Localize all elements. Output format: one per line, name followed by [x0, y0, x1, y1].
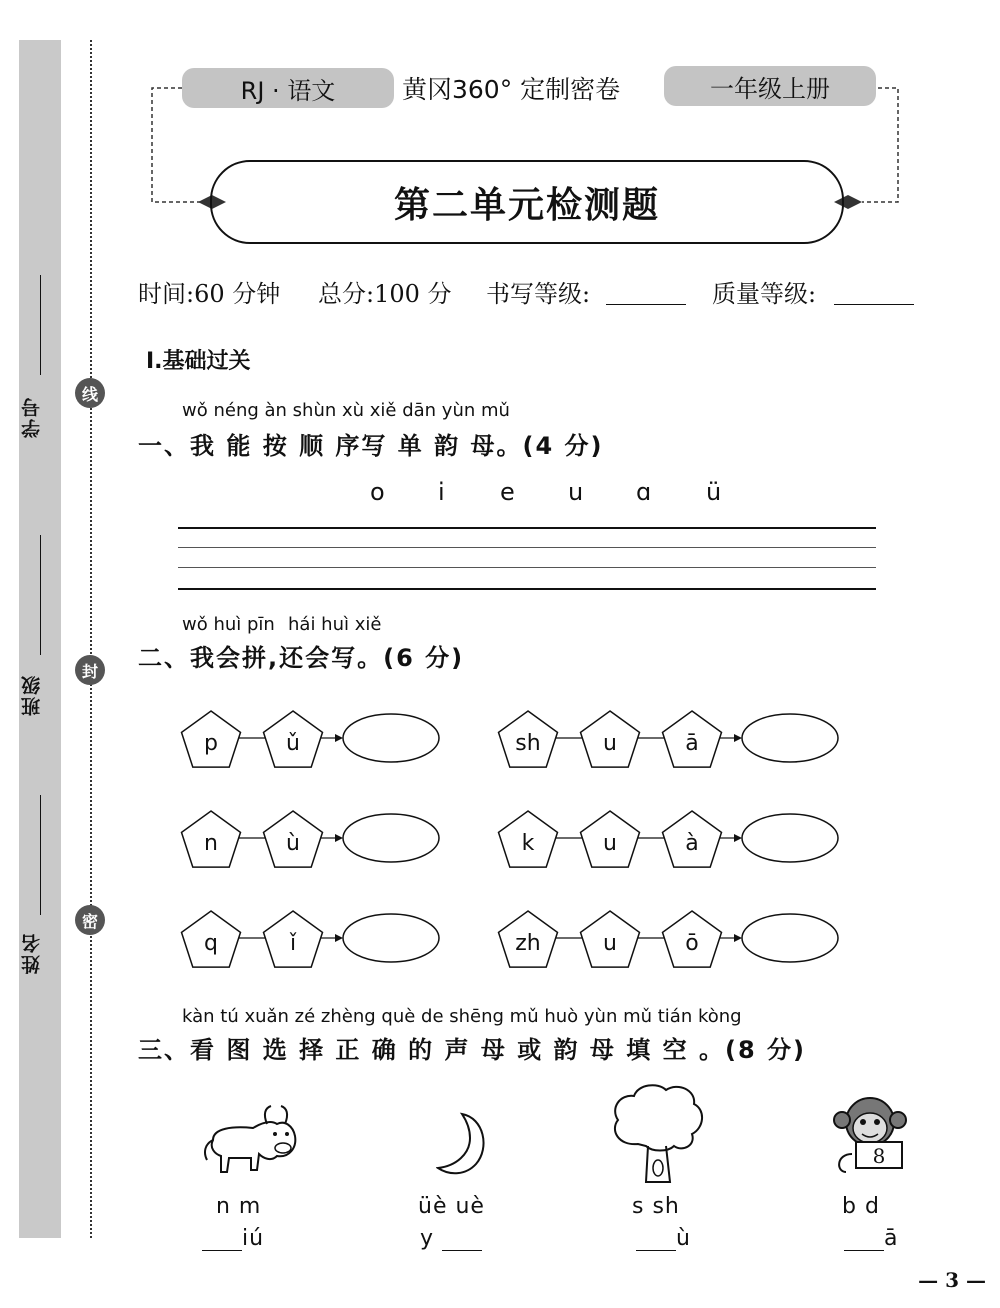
writing-line [178, 547, 876, 548]
ox-final: iú [242, 1226, 265, 1251]
pinyin-letter: zh [515, 931, 541, 956]
answer-oval [742, 714, 838, 762]
pinyin-letter: ǐ [289, 931, 297, 956]
tree-picture [608, 1082, 708, 1186]
quality-grade-label: 质量等级: [712, 280, 817, 308]
vowel-u: u [568, 478, 584, 506]
syllable-chains [0, 690, 1000, 980]
time-info: 时间:60 分钟 [138, 280, 281, 308]
answer-oval [343, 714, 439, 762]
q3-text: 三、看 图 选 择 正 确 的 声 母 或 韵 母 填 空 。(8 分) [138, 1036, 806, 1064]
writing-grade-blank[interactable] [606, 304, 686, 305]
moon-options: üè uè [418, 1194, 485, 1219]
monkey-sign-number: 8 [872, 1144, 886, 1168]
answer-oval [343, 914, 439, 962]
ox-fill [202, 1226, 264, 1251]
name-label: 姓名 [21, 932, 43, 974]
series-title: 黄冈360° 定制密卷 [402, 75, 621, 104]
pinyin-letter: ù [286, 831, 300, 856]
q2-text: 二、我会拼,还会写。(6 分) [138, 644, 465, 672]
tree-fill [636, 1226, 691, 1251]
ox-blank[interactable] [202, 1228, 242, 1251]
pinyin-letter: n [204, 831, 218, 856]
vowel-e: e [500, 478, 515, 506]
pinyin-letter: q [204, 931, 218, 956]
tree-final: ù [676, 1226, 691, 1251]
ox-options: n m [216, 1194, 262, 1219]
arrow-head [335, 934, 343, 942]
arrow-head [734, 934, 742, 942]
q2-pinyin-2: hái huì xiě [288, 614, 382, 635]
seal-line-mark: 线 [75, 378, 105, 408]
pinyin-letter: sh [515, 731, 541, 756]
seal-secret-mark: 密 [75, 905, 105, 935]
vowel-a: ɑ [636, 478, 652, 506]
answer-oval [742, 914, 838, 962]
pinyin-letter: u [603, 831, 617, 856]
pinyin-letter: p [204, 731, 218, 756]
class-blank [40, 535, 41, 655]
moon-fill [420, 1226, 482, 1251]
answer-oval [343, 814, 439, 862]
pinyin-letter: ǔ [286, 731, 300, 756]
title-frame [210, 160, 844, 244]
monkey-options: b d [842, 1194, 880, 1219]
moon-picture [436, 1112, 490, 1178]
writing-line [178, 588, 876, 590]
writing-line [178, 567, 876, 568]
class-label: 班级 [21, 674, 43, 716]
page-title: 第二单元检测题 [393, 183, 660, 226]
arrow-head [335, 734, 343, 742]
subject-pill: RJ · 语文 [182, 68, 394, 108]
monkey-final: ā [884, 1226, 899, 1251]
seal-seal-mark: 封 [75, 655, 105, 685]
writing-line [178, 527, 876, 529]
q1-pinyin: wǒ néng àn shùn xù xiě dān yùn mǔ [182, 400, 510, 421]
moon-blank[interactable] [442, 1228, 482, 1251]
monkey-fill [844, 1226, 898, 1251]
vowel-u-umlaut: ü [706, 478, 722, 506]
section-heading: Ⅰ.基础过关 [146, 349, 251, 374]
pinyin-letter: à [685, 831, 699, 856]
student-id-blank [40, 275, 41, 375]
pinyin-letter: u [603, 931, 617, 956]
tree-options: s sh [632, 1194, 680, 1219]
monkey-blank[interactable] [844, 1228, 884, 1251]
pinyin-letter: k [521, 831, 535, 856]
monkey-picture [832, 1094, 912, 1178]
writing-grade-label: 书写等级: [486, 280, 591, 308]
total-score-info: 总分:100 分 [318, 280, 452, 308]
page-number: — 3 — [918, 1268, 986, 1292]
grade-pill: 一年级上册 [664, 66, 876, 106]
q1-text: 一、我 能 按 顺 序写 单 韵 母。(4 分) [138, 432, 604, 460]
quality-grade-blank[interactable] [834, 304, 914, 305]
arrow-head [734, 834, 742, 842]
student-id-label: 学号 [21, 396, 43, 438]
q3-pinyin: kàn tú xuǎn zé zhèng què de shēng mǔ huò yùn mǔ tián kòng [182, 1006, 742, 1027]
ox-picture [193, 1100, 301, 1180]
arrow-head [734, 734, 742, 742]
vowel-o: o [370, 478, 385, 506]
pinyin-letter: u [603, 731, 617, 756]
arrow-head [335, 834, 343, 842]
tree-blank[interactable] [636, 1228, 676, 1251]
q2-pinyin-1: wǒ huì pīn [182, 614, 275, 635]
answer-oval [742, 814, 838, 862]
moon-initial: y [420, 1226, 435, 1251]
vowel-i: i [438, 478, 445, 506]
pinyin-letter: ō [685, 931, 699, 956]
pinyin-letter: ā [685, 731, 699, 756]
